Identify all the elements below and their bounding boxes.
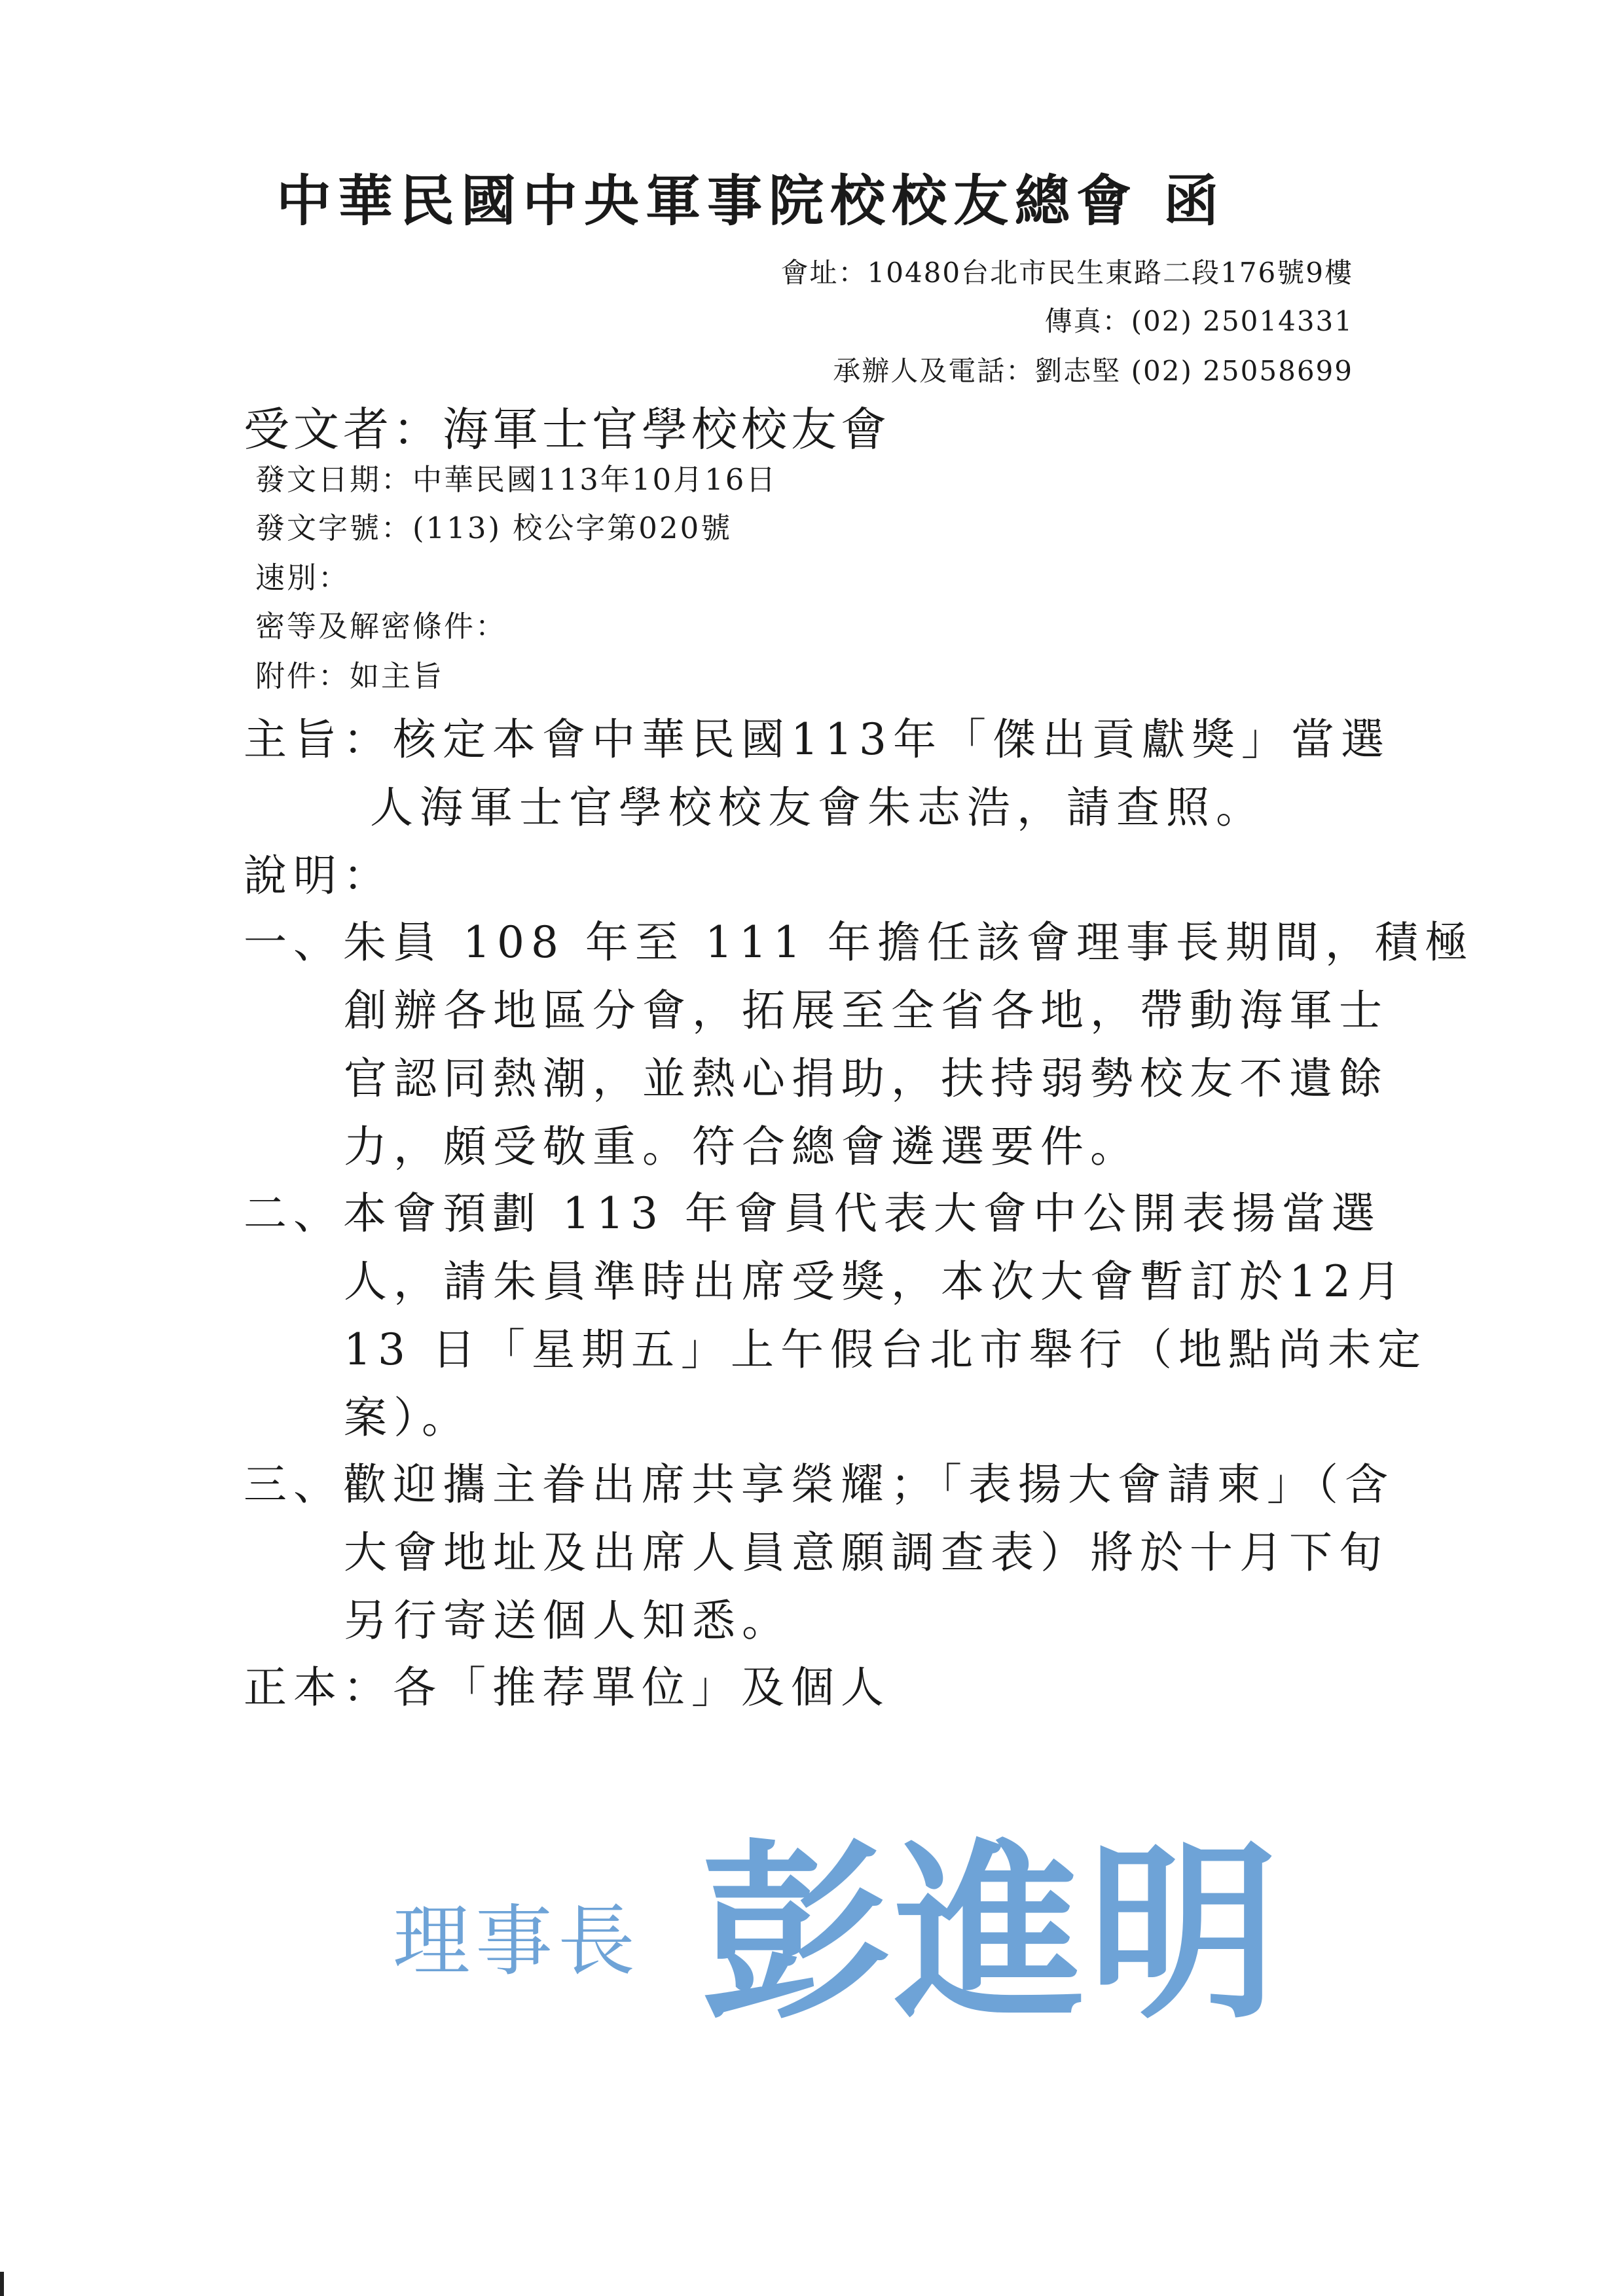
doc-number: 發文字號：(113) 校公字第020號 (255, 511, 733, 545)
chairman-title-stamp: 理事長 (393, 1896, 641, 1986)
chairman-name-stamp: 彭進明 (701, 1824, 1282, 2045)
fax-line: 傳真：(02) 25014331 (1044, 305, 1353, 337)
item-2-line-1: 二、本會預劃 113 年會員代表大會中公開表揚當選 (244, 1188, 1381, 1239)
recipient-line: 受文者：海軍士官學校校友會 (244, 403, 890, 456)
security-field: 密等及解密條件： (255, 609, 507, 644)
issue-date: 發文日期：中華民國113年10月16日 (255, 462, 778, 497)
item-3-line-3: 另行寄送個人知悉。 (344, 1595, 792, 1646)
document-title: 中華民國中央軍事院校校友總會 函 (276, 168, 1226, 233)
subject-line-2: 人海軍士官學校校友會朱志浩，請查照。 (370, 782, 1266, 833)
item-2-line-3: 13 日「星期五」上午假台北市舉行（地點尚未定 (344, 1324, 1427, 1375)
attachment-field: 附件：如主旨 (255, 659, 445, 693)
subject-line-1: 主旨：核定本會中華民國113年「傑出貢獻獎」當選 (244, 714, 1391, 765)
explanation-heading: 說明： (244, 850, 393, 901)
item-3-line-1: 三、歡迎攜主眷出席共享榮耀；「表揚大會請柬」（含 (244, 1459, 1395, 1510)
contact-line: 承辦人及電話：劉志堅 (02) 25058699 (833, 355, 1353, 387)
address-line: 會址：10480台北市民生東路二段176號9樓 (780, 257, 1353, 289)
item-1-line-3: 官認同熱潮，並熱心捐助，扶持弱勢校友不遺餘 (344, 1053, 1389, 1104)
copy-to-line: 正本：各「推荐單位」及個人 (244, 1662, 890, 1713)
item-2-line-4: 案）。 (344, 1393, 471, 1443)
speed-field: 速別： (255, 560, 350, 595)
item-1-line-2: 創辦各地區分會，拓展至全省各地，帶動海軍士 (344, 985, 1389, 1036)
item-2-line-2: 人，請朱員準時出席受獎，本次大會暫訂於12月 (344, 1256, 1407, 1307)
item-3-line-2: 大會地址及出席人員意願調查表）將於十月下旬 (344, 1527, 1389, 1578)
scan-edge-mark (0, 2272, 4, 2296)
item-1-line-1: 一、朱員 108 年至 111 年擔任該會理事長期間，積極 (244, 917, 1474, 968)
item-1-line-4: 力，頗受敬重。符合總會遴選要件。 (344, 1121, 1140, 1172)
